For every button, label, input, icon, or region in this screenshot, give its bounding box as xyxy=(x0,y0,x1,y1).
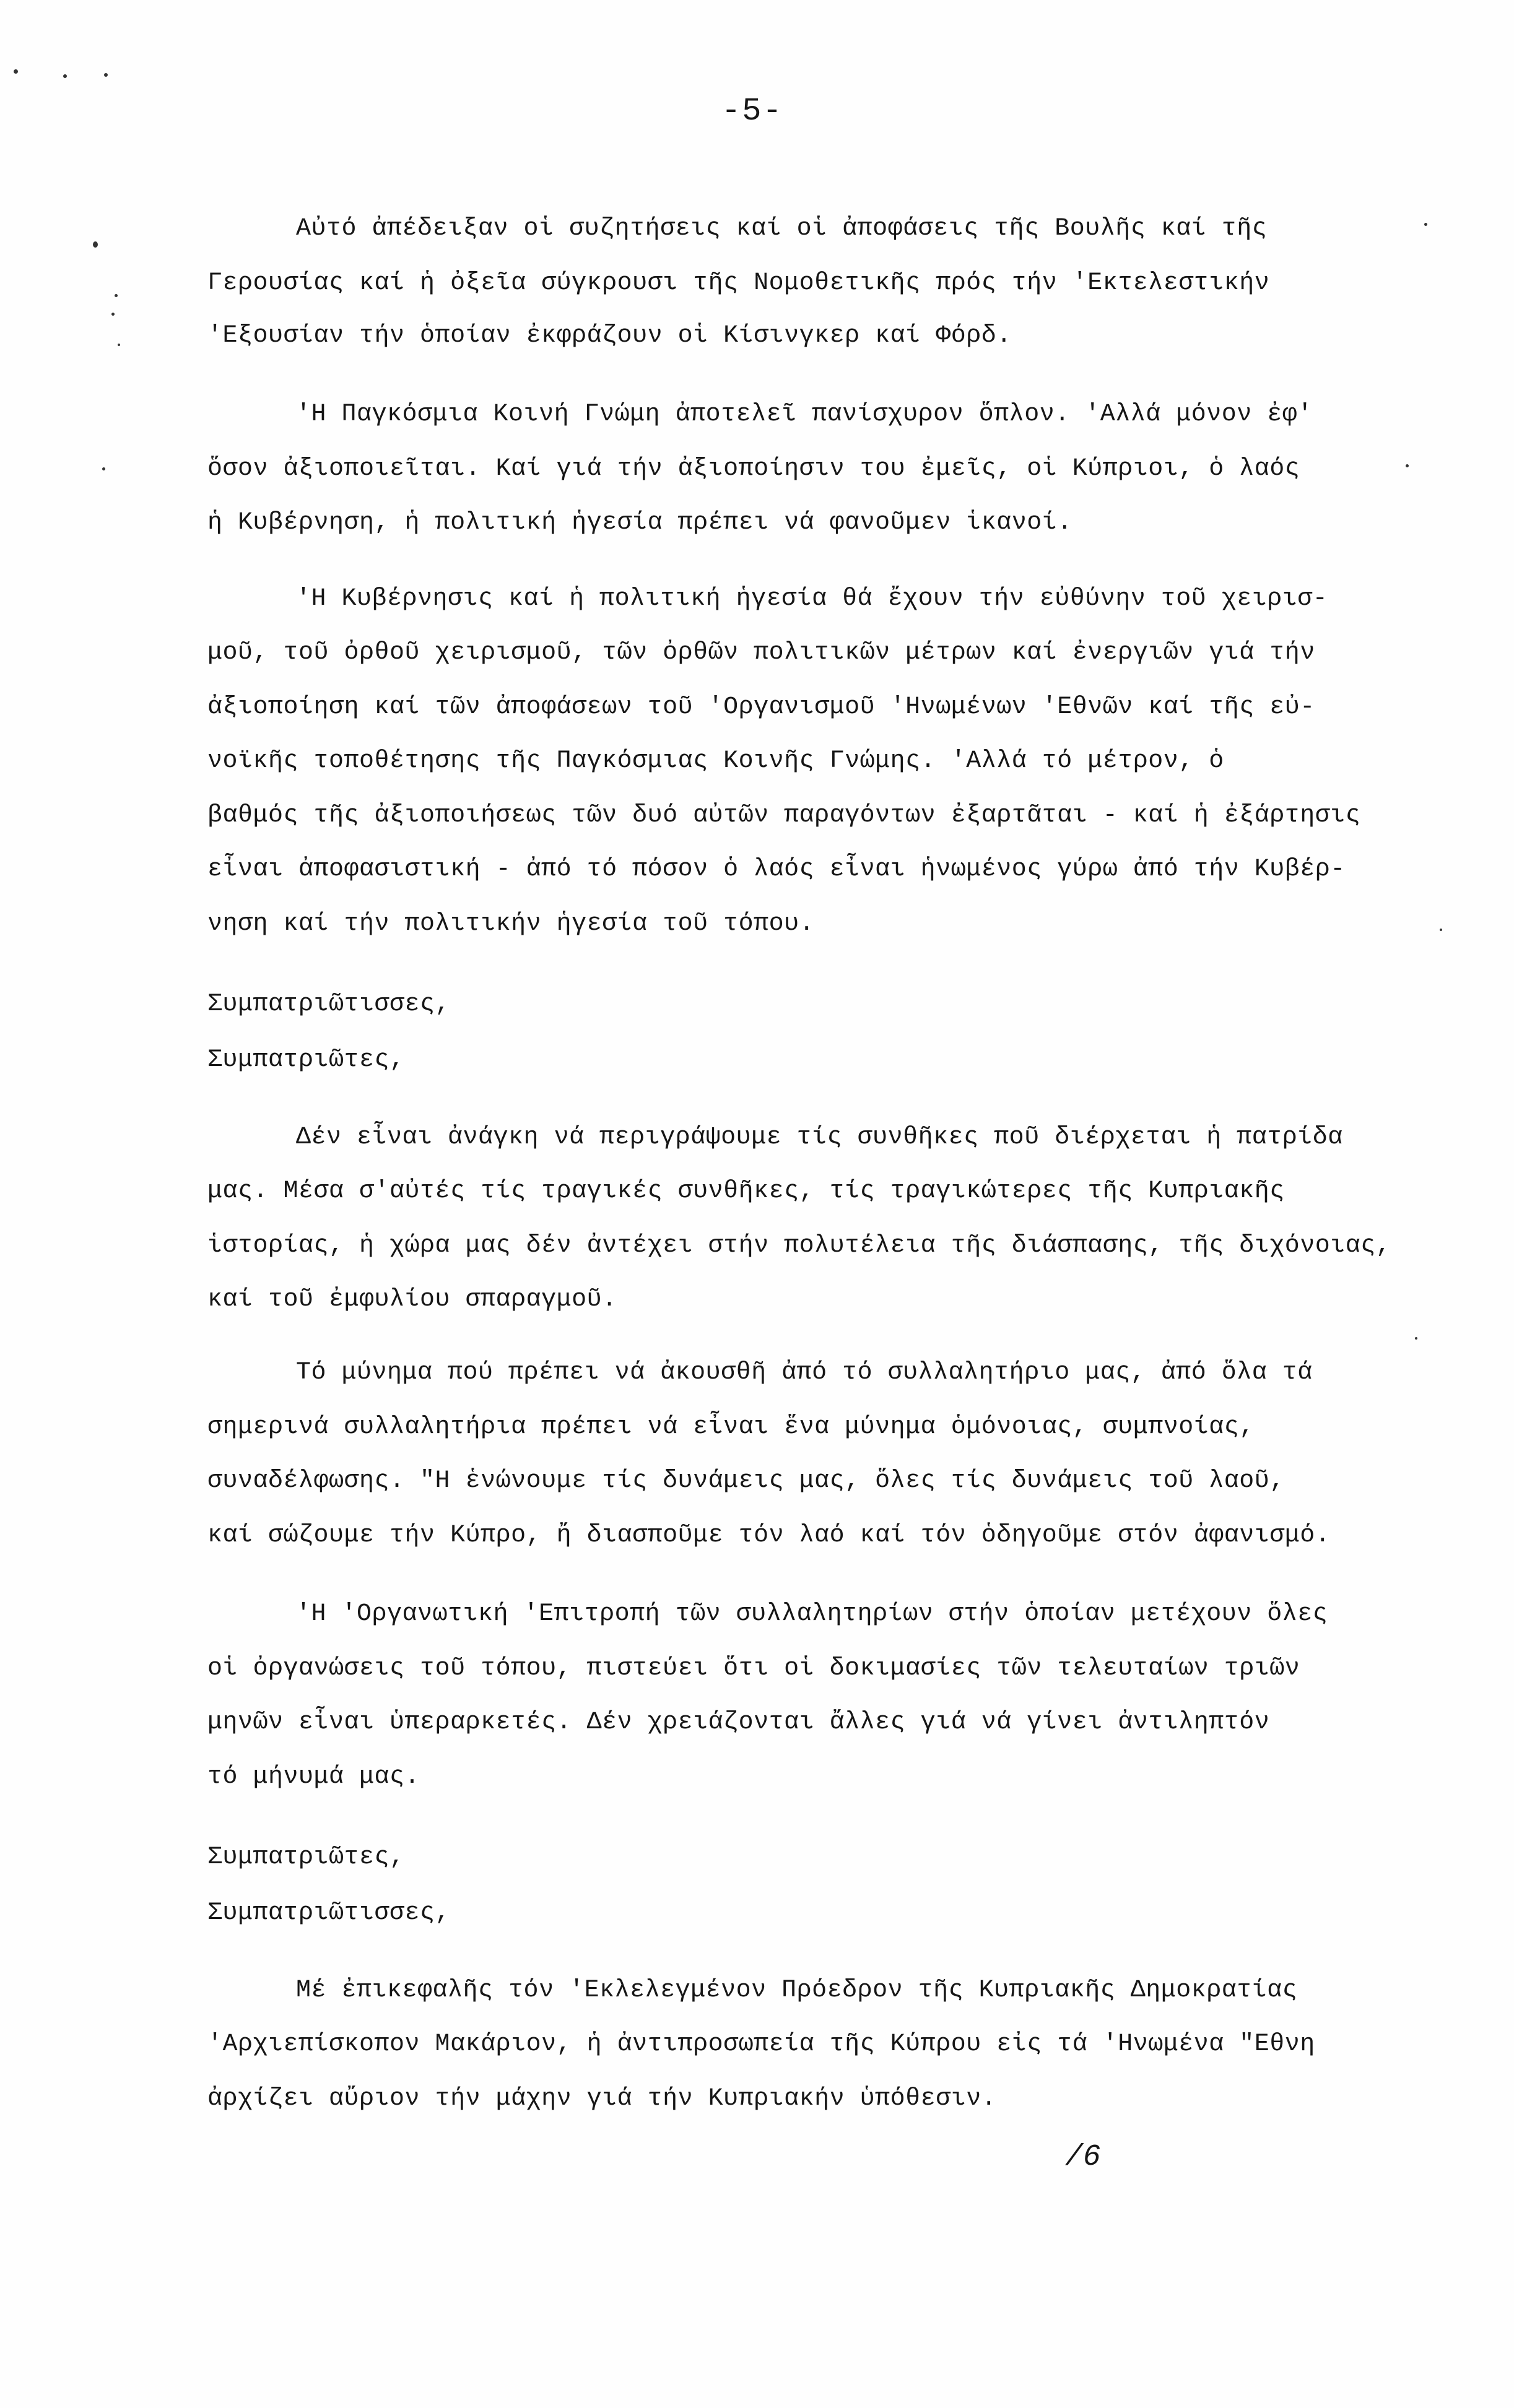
scan-speck xyxy=(115,294,118,297)
scan-speck xyxy=(63,74,67,78)
next-page-marker: /6 xyxy=(1065,2141,1101,2174)
text-line: σημερινά συλλαλητήρια πρέπει νά εἶναι ἕνα μύνημα ὁμόνοιας, συμπνοίας, xyxy=(207,1413,1255,1441)
text-line: ἀρχίζει αὔριον τήν μάχην γιά τήν Κυπριακήν ὑπόθεσιν. xyxy=(207,2085,997,2113)
page-number: -5- xyxy=(721,93,783,129)
text-line: 'Η Παγκόσμια Κοινή Γνώμη ἀποτελεῖ πανίσχυρον ὅπλον. 'Αλλά μόνον ἐφ' xyxy=(296,401,1313,428)
scan-speck xyxy=(118,344,120,346)
scan-speck xyxy=(93,241,98,248)
text-line: εἶναι ἀποφασιστική - ἀπό τό πόσον ὁ λαός εἶναι ἡνωμένος γύρω ἀπό τήν Κυβέρ- xyxy=(207,855,1346,883)
text-line: Αὐτό ἀπέδειξαν οἱ συζητήσεις καί οἱ ἀποφάσεις τῆς Βουλῆς καί τῆς xyxy=(296,215,1268,243)
scan-speck xyxy=(1406,464,1409,467)
text-line: νοϊκῆς τοποθέτησης τῆς Παγκόσμιας Κοινῆς Γνώμης. 'Αλλά τό μέτρον, ὁ xyxy=(207,747,1224,775)
text-line: 'Αρχιεπίσκοπον Μακάριον, ἡ ἀντιπροσωπεία τῆς Κύπρου εἰς τά 'Ηνωμένα "Εθνη xyxy=(207,2030,1315,2058)
text-line: 'Η Κυβέρνησις καί ἡ πολιτική ἡγεσία θά ἔχουν τήν εὐθύνην τοῦ χειρισ- xyxy=(296,585,1328,613)
text-line: Τό μύνημα πού πρέπει νά ἀκουσθῆ ἀπό τό συλλαλητήριο μας, ἀπό ὅλα τά xyxy=(296,1359,1313,1387)
text-line: καί τοῦ ἐμφυλίου σπαραγμοῦ. xyxy=(207,1286,617,1314)
scan-speck xyxy=(1415,1337,1417,1340)
text-line: ἱστορίας, ἡ χώρα μας δέν ἀντέχει στήν πολυτέλεια τῆς διάσπασης, τῆς διχόνοιας, xyxy=(207,1232,1391,1260)
text-line: 'Η 'Οργανωτική 'Επιτροπή τῶν συλλαλητηρίων στήν ὁποίαν μετέχουν ὅλες xyxy=(296,1600,1328,1628)
text-line: Γερουσίας καί ἡ ὀξεῖα σύγκρουσι τῆς Νομοθετικῆς πρός τήν 'Εκτελεστικήν xyxy=(207,269,1270,297)
text-line: νηση καί τήν πολιτικήν ἡγεσία τοῦ τόπου. xyxy=(207,910,815,938)
salutation: Συμπατριῶτες, xyxy=(207,1843,405,1871)
scan-speck xyxy=(111,313,115,316)
text-line: τό μήνυμά μας. xyxy=(207,1763,420,1791)
scan-speck xyxy=(1440,929,1442,931)
text-line: οἱ ὀργανώσεις τοῦ τόπου, πιστεύει ὅτι οἱ δοκιμασίες τῶν τελευταίων τριῶν xyxy=(207,1655,1300,1683)
text-line: 'Εξουσίαν τήν ὁποίαν ἐκφράζουν οἱ Κίσινγκερ καί Φόρδ. xyxy=(207,322,1012,350)
salutation: Συμπατριῶτες, xyxy=(207,1046,405,1074)
text-line: Μέ ἐπικεφαλῆς τόν 'Εκλελεγμένον Πρόεδρον τῆς Κυπριακῆς Δημοκρατίας xyxy=(296,1977,1298,2004)
salutation: Συμπατριῶτισσες, xyxy=(207,990,451,1018)
text-line: βαθμός τῆς ἀξιοποιήσεως τῶν δυό αὐτῶν παραγόντων ἐξαρτᾶται - καί ἡ ἐξάρτησις xyxy=(207,802,1361,829)
text-line: συναδέλφωσης. "Η ἑνώνουμε τίς δυνάμεις μας, ὅλες τίς δυνάμεις τοῦ λαοῦ, xyxy=(207,1467,1285,1495)
text-line: ἡ Κυβέρνηση, ἡ πολιτική ἡγεσία πρέπει νά φανοῦμεν ἱκανοί. xyxy=(207,509,1072,537)
scan-speck xyxy=(102,467,105,470)
scan-speck xyxy=(14,69,18,74)
text-line: ἀξιοποίηση καί τῶν ἀποφάσεων τοῦ 'Οργανισμοῦ 'Ηνωμένων 'Εθνῶν καί τῆς εὐ- xyxy=(207,693,1315,721)
text-line: καί σώζουμε τήν Κύπρο, ἤ διασποῦμε τόν λαό καί τόν ὁδηγοῦμε στόν ἀφανισμό. xyxy=(207,1522,1331,1549)
scan-speck xyxy=(1424,223,1427,226)
salutation: Συμπατριῶτισσες, xyxy=(207,1899,451,1927)
text-line: μοῦ, τοῦ ὀρθοῦ χειρισμοῦ, τῶν ὀρθῶν πολιτικῶν μέτρων καί ἐνεργιῶν γιά τήν xyxy=(207,639,1315,667)
scan-speck xyxy=(104,73,108,77)
text-line: Δέν εἶναι ἀνάγκη νά περιγράψουμε τίς συνθῆκες ποῦ διέρχεται ἡ πατρίδα xyxy=(296,1124,1343,1151)
text-line: μηνῶν εἶναι ὑπεραρκετές. Δέν χρειάζονται ἄλλες γιά νά γίνει ἀντιληπτόν xyxy=(207,1709,1270,1736)
text-line: μας. Μέσα σ'αὐτές τίς τραγικές συνθῆκες, τίς τραγικώτερες τῆς Κυπριακῆς xyxy=(207,1177,1285,1205)
text-line: ὅσον ἀξιοποιεῖται. Καί γιά τήν ἀξιοποίησιν του ἐμεῖς, οἱ Κύπριοι, ὁ λαός xyxy=(207,455,1300,483)
